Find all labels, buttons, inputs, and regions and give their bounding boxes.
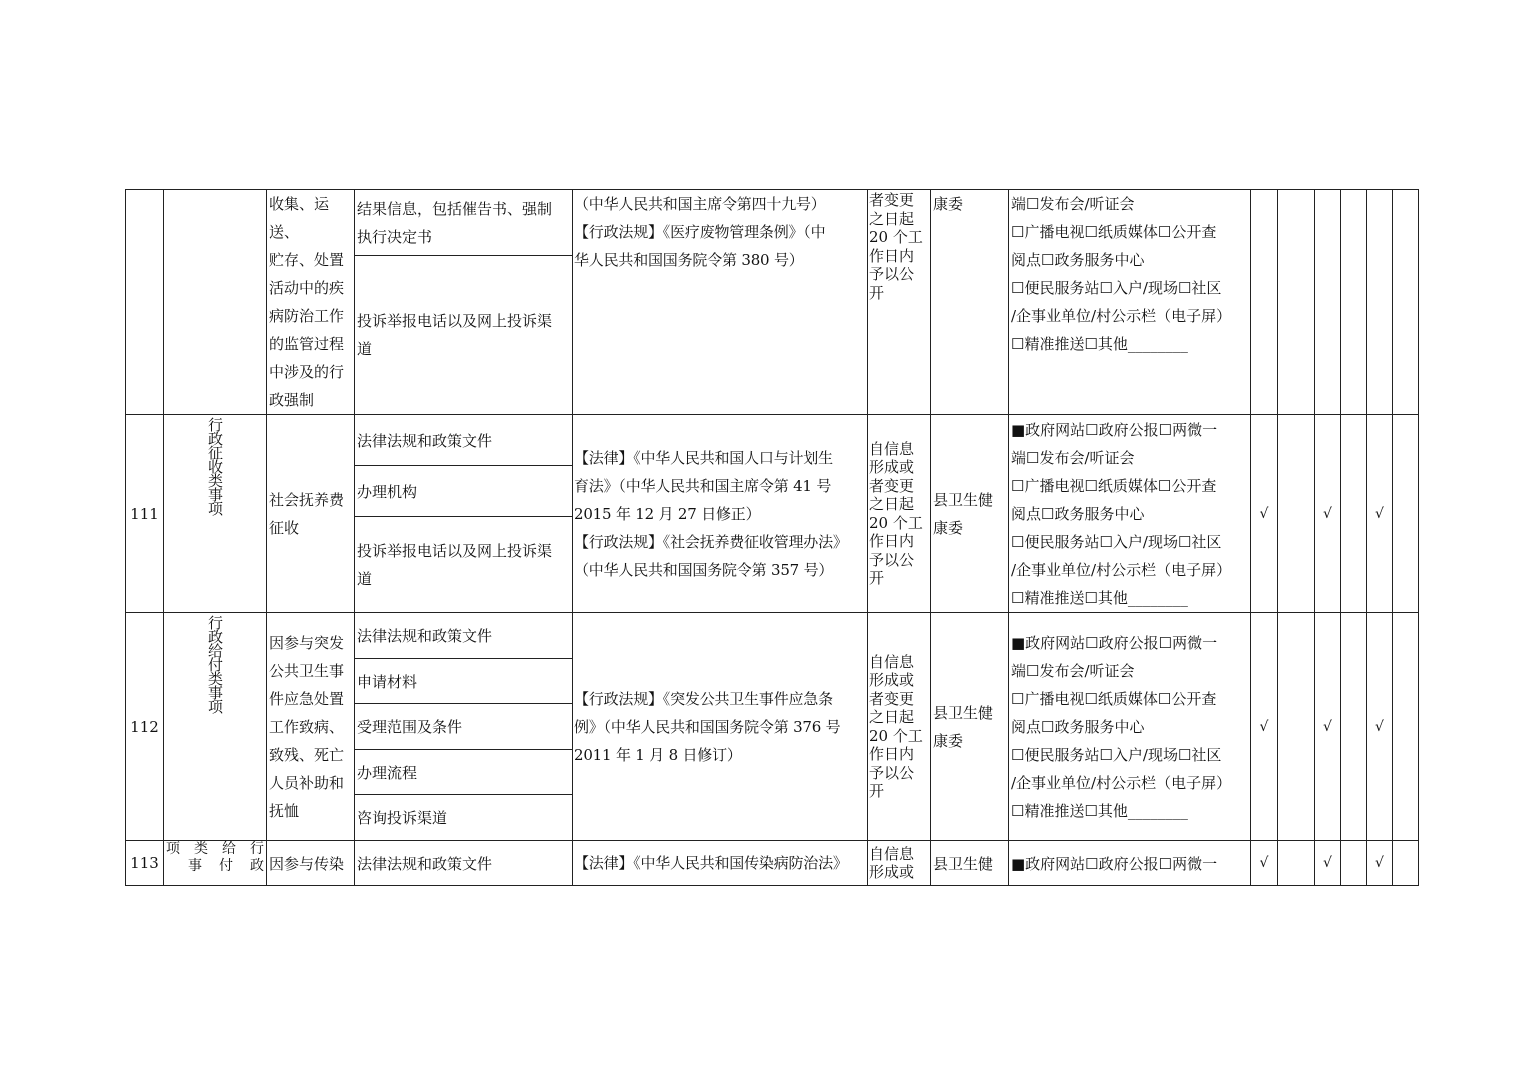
channel-line: 端☐发布会/听证会 [1011,448,1135,467]
channel-line: ■政府网站☐政府公报☐两微一 [1011,633,1218,652]
content-line: 投诉举报电话以及网上投诉渠 [357,312,553,331]
channel-line: ☐便民服务站☐入户/现场☐社区 [1011,279,1222,297]
time-line: 作日内 [869,745,915,763]
legal-basis-cell [573,415,868,613]
row-number: 112 [126,613,164,841]
check-mark: √ [1367,613,1393,841]
org-cell: 县卫生健 [931,841,1009,886]
time-limit-cell [868,415,931,613]
table-row [126,415,1419,466]
law-line: 2015 年 12 月 27 日修正） [574,504,761,523]
category-fragment-bottom [164,858,266,875]
subject-line: 件应急处置 [269,689,345,708]
category-char: 给 [222,841,236,857]
time-line: 开 [869,283,885,302]
channel-cell: ■政府网站☐政府公报☐两微一 [1009,841,1251,886]
content-item: 咨询投诉渠道 [355,795,573,841]
time-line: 自信息 [869,844,915,863]
subject-line: 中涉及的行 [269,363,345,381]
disclosure-table [125,189,1419,886]
content-line: 道 [357,340,373,359]
time-line: 者变更 [869,191,915,209]
channel-cell [1009,415,1251,613]
category-cell [164,190,267,415]
channel-line: 端☐发布会/听证会 [1011,195,1135,213]
time-line: 形成或 [869,671,915,689]
subject-line: 的监管过程 [269,335,345,353]
number-cell [126,190,164,415]
check-mark: √ [1315,415,1341,613]
category-char: 类 [194,841,208,857]
check-mark [1278,415,1315,613]
law-line: 华人民共和国国务院令第 380 号） [574,251,804,269]
content-item: 受理范围及条件 [355,704,573,750]
org-cell [931,415,1009,613]
law-line: 【法律】《中华人民共和国人口与计划生 [574,448,833,467]
content-item [355,190,573,256]
channel-line: ☐精准推送☐其他________ [1011,588,1188,607]
check-mark: √ [1315,613,1341,841]
time-line: 作日内 [869,246,915,265]
time-line: 20 个工 [869,726,923,745]
content-item: 申请材料 [355,659,573,704]
content-line: 道 [357,569,373,588]
time-line: 形成或 [869,458,915,476]
time-line: 予以公 [869,763,915,782]
table-row [126,841,1419,886]
channel-line: 阅点☐政务服务中心 [1011,504,1145,523]
channel-line: ☐广播电视☐纸质媒体☐公开查 [1011,476,1217,495]
org-line: 县卫生健 [933,703,994,722]
law-line: 【行政法规】《社会抚养费征收管理办法》 [574,532,848,551]
content-item: 办理机构 [355,466,573,517]
check-mark [1341,415,1367,613]
check-mark: √ [1367,415,1393,613]
category-cell [164,415,267,613]
category-char: 政 [250,858,264,874]
channel-line: 阅点☐政务服务中心 [1011,717,1145,736]
check-mark [1341,841,1367,886]
table-row-continuation [126,190,1419,256]
time-line: 之日起 [869,495,915,513]
time-line: 20 个工 [869,228,923,246]
time-line: 予以公 [869,265,915,283]
law-line: 例》（中华人民共和国国务院令第 376 号 [574,717,841,736]
org-cell [931,190,1009,415]
check-cell [1278,190,1315,415]
channel-line: 阅点☐政务服务中心 [1011,251,1145,269]
time-limit-cell [868,613,931,841]
check-mark [1278,841,1315,886]
content-line: 投诉举报电话以及网上投诉渠 [357,541,553,560]
time-line: 者变更 [869,476,915,495]
channel-line: ☐便民服务站☐入户/现场☐社区 [1011,745,1222,764]
time-line: 开 [869,569,885,587]
category-cell [164,841,267,886]
content-item: 办理流程 [355,750,573,795]
time-limit-cell [868,190,931,415]
subject-line: 社会抚养费 [269,490,345,509]
law-line: 【行政法规】《医疗废物管理条例》（中 [574,223,826,241]
subject-cell [267,613,355,841]
org-line: 康委 [933,731,964,750]
content-line: 执行决定书 [357,227,433,246]
category-label: 行政给付类事项 [206,615,224,713]
subject-cell: 因参与传染 [267,841,355,886]
channel-line: /企事业单位/村公示栏（电子屏） [1011,773,1232,792]
subject-line: 抚恤 [269,801,300,820]
subject-line: 人员补助和 [269,773,345,792]
channel-cell [1009,190,1251,415]
channel-line: ■政府网站☐政府公报☐两微一 [1011,420,1218,439]
time-line: 者变更 [869,689,915,708]
check-mark [1393,841,1419,886]
channel-line: ☐广播电视☐纸质媒体☐公开查 [1011,223,1217,241]
time-line: 作日内 [869,532,915,550]
subject-line: 贮存、处置 [269,251,345,269]
law-line: （中华人民共和国国务院令第 357 号） [574,560,834,579]
time-line: 20 个工 [869,513,923,532]
check-cell [1251,190,1278,415]
channel-line: /企事业单位/村公示栏（电子屏） [1011,560,1232,579]
time-line: 自信息 [869,652,915,671]
channel-cell [1009,613,1251,841]
category-char: 行 [250,841,264,857]
check-mark: √ [1251,613,1278,841]
category-char: 事 [188,858,202,874]
content-line: 结果信息，包括催告书、强制 [357,199,553,218]
law-line: 【行政法规】《突发公共卫生事件应急条 [574,689,833,708]
check-cell [1341,190,1367,415]
check-mark [1278,613,1315,841]
subject-line: 活动中的疾 [269,279,345,297]
check-mark: √ [1251,841,1278,886]
check-cell [1367,190,1393,415]
content-item [355,256,573,415]
content-item [355,517,573,613]
law-line: （中华人民共和国主席令第四十九号） [574,195,826,213]
content-item: 法律法规和政策文件 [355,415,573,466]
subject-line: 收集、运送、 [269,195,330,241]
legal-basis-cell: 【法律】《中华人民共和国传染病防治法》 [573,841,868,886]
check-cell [1393,190,1419,415]
org-line: 康委 [933,195,964,213]
category-char: 项 [166,841,180,857]
subject-line: 病防治工作 [269,307,345,325]
time-line: 自信息 [869,439,915,458]
check-mark: √ [1315,841,1341,886]
category-cell [164,613,267,841]
table-row [126,613,1419,659]
subject-line: 征收 [269,518,300,537]
category-label: 行政征收类事项 [206,417,224,515]
time-line: 开 [869,782,885,800]
check-mark [1341,613,1367,841]
subject-line: 工作致病、 [269,717,345,736]
org-line: 县卫生健 [933,490,994,509]
row-number: 113 [126,841,164,886]
subject-line: 公共卫生事 [269,661,345,680]
content-item: 法律法规和政策文件 [355,841,573,886]
time-line: 之日起 [869,209,915,228]
check-cell [1315,190,1341,415]
time-line: 予以公 [869,550,915,569]
subject-line: 政强制 [269,391,315,409]
channel-line: ☐广播电视☐纸质媒体☐公开查 [1011,689,1217,708]
category-fragment-top [164,841,266,858]
content-item: 法律法规和政策文件 [355,613,573,659]
org-line: 康委 [933,518,964,537]
subject-cell [267,415,355,613]
check-mark: √ [1367,841,1393,886]
subject-cell [267,190,355,415]
channel-line: ☐精准推送☐其他________ [1011,801,1188,820]
check-mark [1393,415,1419,613]
row-number: 111 [126,415,164,613]
channel-line: 端☐发布会/听证会 [1011,661,1135,680]
law-line: 2011 年 1 月 8 日修订） [574,745,742,764]
legal-basis-cell [573,190,868,415]
channel-line: ☐便民服务站☐入户/现场☐社区 [1011,532,1222,551]
category-char: 付 [219,858,233,874]
legal-basis-cell [573,613,868,841]
check-mark: √ [1251,415,1278,613]
channel-line: ☐精准推送☐其他________ [1011,335,1188,353]
time-line: 之日起 [869,708,915,726]
subject-line: 因参与突发 [269,633,345,652]
check-mark [1393,613,1419,841]
subject-line: 致残、死亡 [269,745,345,764]
time-line: 形成或 [869,863,915,881]
law-line: 育法》（中华人民共和国主席令第 41 号 [574,476,832,495]
channel-line: /企事业单位/村公示栏（电子屏） [1011,307,1232,325]
org-cell [931,613,1009,841]
time-limit-cell [868,841,931,886]
